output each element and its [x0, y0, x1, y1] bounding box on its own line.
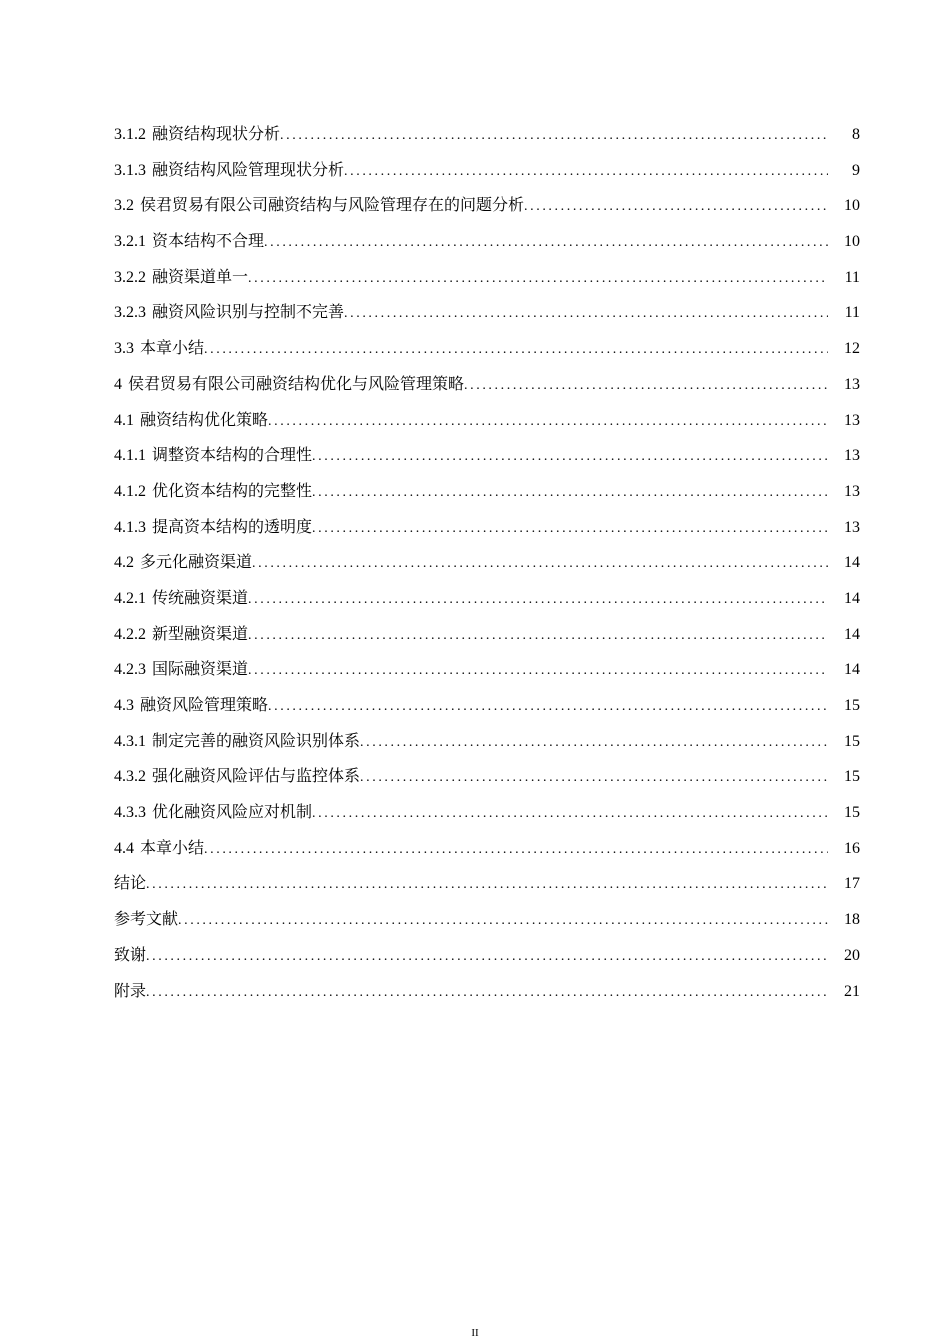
toc-entry-text: 新型融资渠道: [152, 625, 249, 643]
toc-entry-title: [114, 260, 248, 296]
toc-entry-text: 融资渠道单一: [152, 268, 249, 286]
toc-entry[interactable]: [114, 617, 860, 653]
toc-entry-title: [114, 902, 178, 938]
toc-entry-page: 9: [852, 161, 860, 179]
toc-entry-number: 4.3.3: [114, 804, 146, 822]
toc-entry[interactable]: [114, 724, 860, 760]
toc-dot-leader: [264, 225, 828, 261]
toc-entry[interactable]: [114, 831, 860, 867]
toc-entry[interactable]: [114, 795, 860, 831]
toc-entry[interactable]: [114, 438, 860, 474]
toc-entry-text: 强化融资风险评估与监控体系: [152, 768, 361, 786]
toc-entry-page: 13: [844, 411, 860, 429]
toc-entry-text: 侯君贸易有限公司融资结构与风险管理存在的问题分析: [140, 197, 525, 215]
toc-dot-leader: [312, 511, 828, 547]
toc-entry-text: 融资风险识别与控制不完善: [152, 304, 345, 322]
toc-dot-leader: [312, 475, 828, 511]
toc-entry[interactable]: [114, 367, 860, 403]
toc-dot-leader: [524, 189, 828, 225]
toc-entry-number: 4.2.3: [114, 661, 146, 679]
toc-entry-title: [114, 724, 360, 760]
toc-dot-leader: [312, 439, 828, 475]
toc-entry-text: 本章小结: [140, 839, 205, 857]
toc-entry-text: 融资风险管理策略: [140, 697, 269, 714]
toc-dot-leader: [204, 832, 828, 868]
toc-entry-page: 15: [844, 697, 860, 714]
toc-entry-page: 20: [844, 946, 860, 964]
toc-entry-title: [114, 403, 268, 439]
toc-entry-title: [114, 759, 360, 795]
toc-entry-title: [114, 831, 204, 867]
toc-dot-leader: [344, 154, 828, 190]
toc-dot-leader: [248, 261, 828, 297]
toc-entry-text: 国际融资渠道: [152, 661, 249, 679]
toc-entry[interactable]: [114, 759, 860, 795]
toc-entry[interactable]: [114, 688, 860, 724]
toc-entry-title: [114, 652, 248, 688]
toc-entry-number: 4: [114, 375, 122, 393]
toc-entry-text: 提高资本结构的透明度: [152, 518, 313, 536]
toc-dot-leader: [312, 796, 828, 832]
toc-entry-text: 传统融资渠道: [152, 589, 249, 607]
toc-entry-title: [114, 117, 280, 153]
toc-entry-number: 3.1.3: [114, 161, 146, 179]
toc-entry-title: [114, 188, 524, 224]
toc-entry-text: 融资结构风险管理现状分析: [152, 161, 345, 179]
toc-entry-text: 结论: [114, 875, 147, 893]
toc-dot-leader: [268, 404, 828, 440]
toc-entry[interactable]: [114, 403, 860, 439]
toc-entry-title: [114, 474, 312, 510]
toc-entry-text: 融资结构现状分析: [152, 126, 281, 143]
toc-entry-title: [114, 331, 204, 367]
toc-dot-leader: [360, 725, 828, 761]
toc-entry-title: [114, 224, 264, 260]
toc-entry-page: 13: [844, 447, 860, 465]
toc-entry-title: [114, 367, 464, 403]
toc-entry[interactable]: [114, 974, 860, 1010]
toc-entry-number: 4.1.3: [114, 518, 146, 536]
toc-entry[interactable]: [114, 188, 860, 224]
toc-entry-number: 3.2: [114, 197, 134, 215]
toc-entry[interactable]: [114, 260, 860, 296]
toc-entry[interactable]: [114, 545, 860, 581]
toc-entry-text: 融资结构优化策略: [140, 411, 269, 429]
toc-entry-number: 4.1.2: [114, 482, 146, 500]
toc-entry-number: 4.2: [114, 554, 134, 572]
toc-entry-page: 21: [844, 982, 860, 1000]
toc-entry[interactable]: [114, 902, 860, 938]
toc-entry[interactable]: [114, 224, 860, 260]
toc-dot-leader: [178, 903, 828, 939]
toc-entry-page: 11: [844, 304, 860, 322]
toc-dot-leader: [146, 975, 828, 1011]
toc-entry-text: 致谢: [114, 946, 147, 964]
toc-entry-page: 10: [844, 233, 860, 251]
toc-entry-text: 制定完善的融资风险识别体系: [152, 732, 361, 750]
toc-entry-title: [114, 510, 312, 546]
toc-entry-page: 13: [844, 518, 860, 536]
toc-entry-page: 13: [844, 375, 860, 393]
toc-entry-text: 附录: [114, 982, 147, 1000]
toc-dot-leader: [280, 118, 828, 154]
toc-entry[interactable]: [114, 331, 860, 367]
toc-dot-leader: [464, 368, 828, 404]
table-of-contents: [114, 117, 860, 1009]
toc-entry-text: 本章小结: [140, 340, 205, 358]
toc-entry-text: 优化资本结构的完整性: [152, 482, 313, 500]
toc-dot-leader: [252, 546, 828, 582]
toc-entry-title: [114, 617, 248, 653]
toc-entry[interactable]: [114, 474, 860, 510]
toc-entry-number: 4.2.2: [114, 625, 146, 643]
toc-entry-page: 10: [844, 197, 860, 215]
toc-entry-title: [114, 974, 146, 1010]
toc-entry-title: [114, 795, 312, 831]
toc-entry-page: 14: [844, 625, 860, 643]
toc-dot-leader: [204, 332, 828, 368]
toc-entry-text: 优化融资风险应对机制: [152, 804, 313, 822]
toc-entry-text: 调整资本结构的合理性: [152, 447, 313, 465]
toc-entry-text: 侯君贸易有限公司融资结构优化与风险管理策略: [128, 375, 465, 393]
toc-entry-title: [114, 581, 248, 617]
toc-entry-title: [114, 938, 146, 974]
toc-entry-page: 14: [844, 661, 860, 679]
toc-dot-leader: [344, 296, 828, 332]
toc-entry-text: 多元化融资渠道: [140, 554, 253, 572]
toc-dot-leader: [146, 867, 828, 903]
toc-entry-number: 3.1.2: [114, 126, 146, 143]
toc-entry[interactable]: [114, 153, 860, 189]
toc-entry-page: 15: [844, 804, 860, 822]
toc-entry[interactable]: [114, 866, 860, 902]
toc-entry-text: 资本结构不合理: [152, 233, 265, 251]
toc-entry-number: 4.3: [114, 697, 134, 714]
toc-entry-number: 4.4: [114, 839, 134, 857]
toc-entry-page: 14: [844, 589, 860, 607]
toc-entry-number: 4.3.2: [114, 768, 146, 786]
toc-entry-number: 4.1.1: [114, 447, 146, 465]
toc-entry-title: [114, 153, 344, 189]
toc-entry-page: 12: [844, 340, 860, 358]
toc-entry-number: 4.3.1: [114, 732, 146, 750]
toc-entry-number: 4.2.1: [114, 589, 146, 607]
toc-dot-leader: [146, 939, 828, 975]
toc-entry-page: 8: [852, 126, 860, 143]
toc-entry-page: 14: [844, 554, 860, 572]
toc-entry-number: 3.2.3: [114, 304, 146, 322]
toc-entry[interactable]: [114, 938, 860, 974]
toc-dot-leader: [248, 653, 828, 689]
toc-entry-title: [114, 295, 344, 331]
toc-entry[interactable]: [114, 581, 860, 617]
toc-entry[interactable]: [114, 117, 860, 153]
toc-entry[interactable]: [114, 652, 860, 688]
toc-entry-page: 15: [844, 732, 860, 750]
toc-dot-leader: [360, 760, 828, 796]
toc-entry[interactable]: [114, 295, 860, 331]
toc-entry-title: [114, 438, 312, 474]
toc-entry-page: 11: [844, 268, 860, 286]
toc-entry-page: 13: [844, 482, 860, 500]
toc-entry-page: 15: [844, 768, 860, 786]
toc-entry-title: [114, 545, 252, 581]
page-number-footer: II: [471, 1327, 479, 1339]
toc-dot-leader: [268, 689, 828, 725]
toc-dot-leader: [248, 582, 828, 618]
toc-entry-number: 3.2.1: [114, 233, 146, 251]
toc-entry-number: 3.2.2: [114, 268, 146, 286]
toc-entry-title: [114, 688, 268, 724]
toc-dot-leader: [248, 618, 828, 654]
toc-entry-number: 3.3: [114, 340, 134, 358]
toc-entry-title: [114, 866, 146, 902]
toc-entry-page: 17: [844, 875, 860, 893]
toc-entry-text: 参考文献: [114, 911, 179, 929]
toc-entry-number: 4.1: [114, 411, 134, 429]
toc-entry-page: 18: [844, 911, 860, 929]
toc-entry[interactable]: [114, 510, 860, 546]
toc-entry-page: 16: [844, 839, 860, 857]
